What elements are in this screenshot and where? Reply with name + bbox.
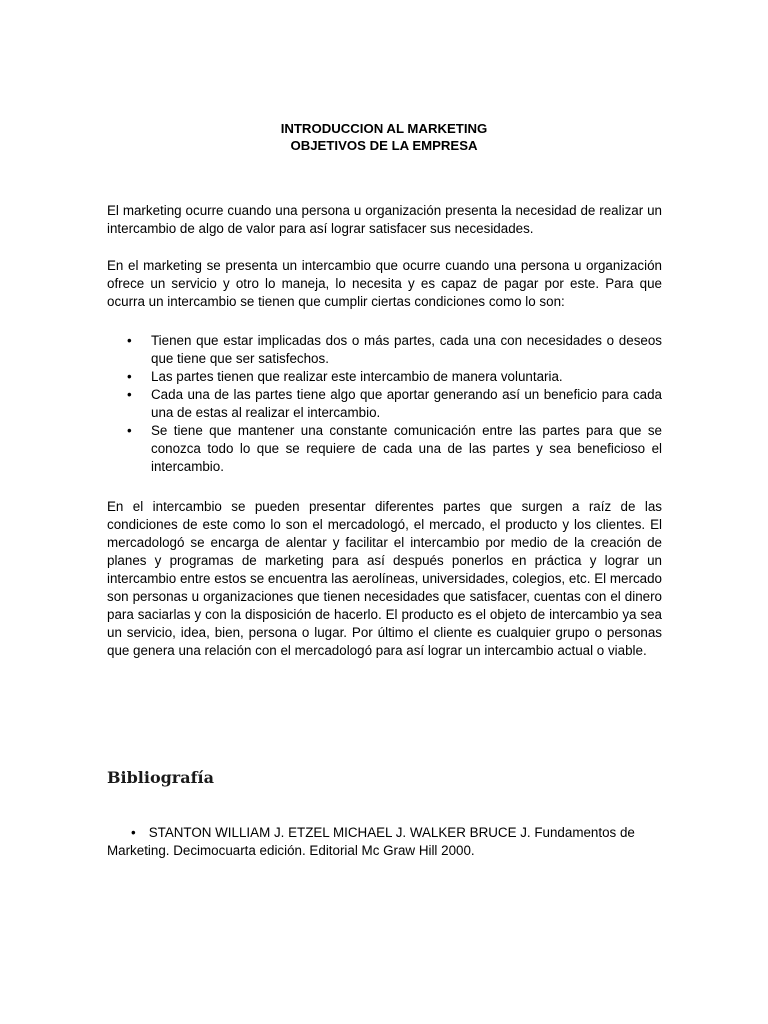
bibliography-entry — [107, 824, 662, 860]
bullet-icon: • — [127, 387, 132, 402]
conditions-list — [107, 332, 662, 476]
title-line-2: OBJETIVOS DE LA EMPRESA — [290, 138, 478, 153]
list-item — [107, 386, 662, 422]
bullet-icon: • — [127, 333, 132, 348]
paragraph-exchange: En el marketing se presenta un intercambio que ocurre cuando una persona u organización ofrece un servicio y otro lo maneja, lo necesita y es capaz de pagar por este. Para que ocurra un intercambio se tienen que cumplir ciertas condiciones como lo son: — [107, 258, 662, 309]
title-line-1: INTRODUCCION AL MARKETING — [280, 121, 488, 136]
list-item — [107, 368, 662, 386]
bibliography-heading: Bibliografía — [107, 768, 214, 787]
list-item — [107, 332, 662, 368]
paragraph-intro: El marketing ocurre cuando una persona u organización presenta la necesidad de realizar un intercambio de algo de valor para así lograr satisfacer sus necesidades. — [107, 203, 662, 236]
document-title — [0, 120, 768, 154]
list-item-text: Tienen que estar implicadas dos o más partes, cada una con necesidades o deseos que tiene que ser satisfechos. — [151, 333, 662, 366]
paragraph-parts: En el intercambio se pueden presentar diferentes partes que surgen a raíz de las condiciones de este como lo son el mercadologó, el mercado, el producto y los clientes. El mercadologó se encarga de alentar y facilitar el intercambio por medio de la creación de planes y programas de marketing para así después ponerlos en práctica y lograr un intercambio entre estos se encuentra las aerolíneas, universidades, colegios, etc. El mercado son personas u organizaciones que tienen necesidades que satisfacer, cuentas con el dinero para saciarlas y con la disposición de hacerlo. El producto es el objeto de intercambio ya sea un servicio, idea, bien, persona o lugar. Por último el cliente es cualquier grupo o personas que genera una relación con el mercadologó para así lograr un intercambio actual o viable. — [107, 499, 662, 658]
bullet-icon: • — [131, 825, 136, 840]
bullet-icon: • — [127, 369, 132, 384]
list-item-text: Las partes tienen que realizar este intercambio de manera voluntaria. — [151, 369, 563, 384]
list-item-text: Se tiene que mantener una constante comunicación entre las partes para que se conozca todo lo que se requiere de cada una de las partes y sea beneficioso el intercambio. — [151, 423, 662, 474]
bibliography-entry-text: STANTON WILLIAM J. ETZEL MICHAEL J. WALKER BRUCE J. Fundamentos de Marketing. Decimocuarta edición. Editorial Mc Graw Hill 2000. — [107, 825, 635, 858]
list-item-text: Cada una de las partes tiene algo que aportar generando así un beneficio para cada una de estas al realizar el intercambio. — [151, 387, 662, 420]
list-item — [107, 422, 662, 476]
bullet-icon: • — [127, 423, 132, 438]
